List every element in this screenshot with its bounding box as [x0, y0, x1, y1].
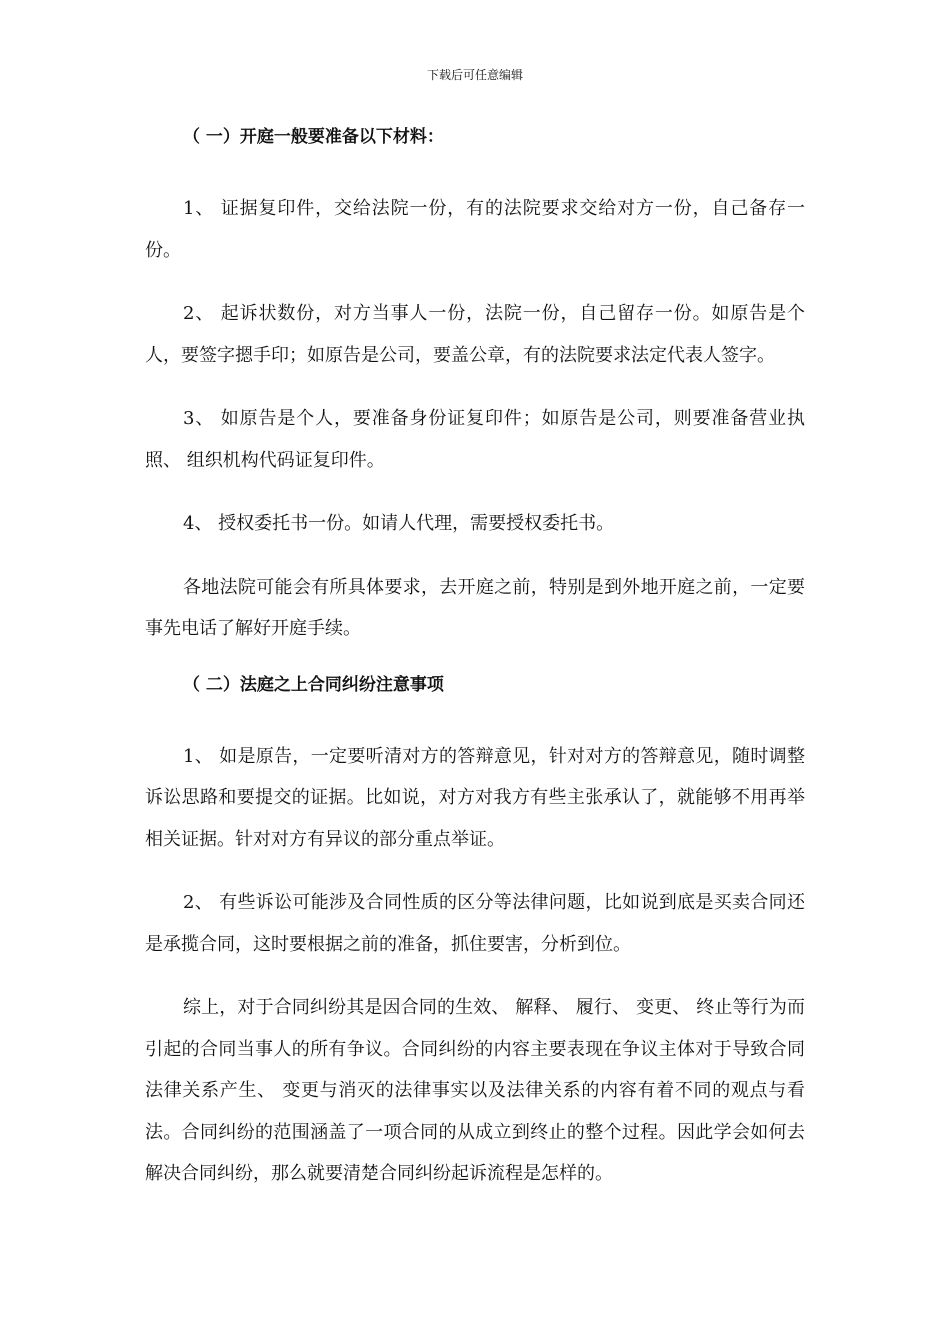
section-heading-1: （ 一）开庭一般要准备以下材料：	[183, 127, 444, 147]
paragraph-summary: 综上，对于合同纠纷其是因合同的生效、 解释、 履行、 变更、 终止等行为而引起的合同当事人的所有争议。合同纠纷的内容主要表现在争议主体对于导致合同法律关系产生、 变更与消灭的法律事实以及法律关系的内容有着不同的观点与看法。合同纠纷的范围涵盖了一项合同的从成立到终止的整个过程。因此学会如何去解决合同纠纷，那么就要清楚合同纠纷起诉流程是怎样的。	[145, 997, 805, 1184]
paragraph-item-2: 2、 起诉状数份，对方当事人一份，法院一份，自己留存一份。如原告是个人，要签字摁手印；如原告是公司，要盖公章，有的法院要求法定代表人签字。	[145, 303, 805, 366]
paragraph-note: 各地法院可能会有所具体要求，去开庭之前，特别是到外地开庭之前，一定要事先电话了解好开庭手续。	[145, 576, 805, 639]
paragraph-item-4: 4、 授权委托书一份。如请人代理，需要授权委托书。	[183, 513, 615, 534]
section-heading-2: （ 二）法庭之上合同纠纷注意事项	[183, 674, 444, 695]
paragraph-court-2: 2、 有些诉讼可能涉及合同性质的区分等法律问题，比如说到底是买卖合同还是承揽合同，这时要根据之前的准备，抓住要害，分析到位。	[145, 892, 805, 955]
paragraph-court-1: 1、 如是原告，一定要听清对方的答辩意见，针对对方的答辩意见，随时调整诉讼思路和要提交的证据。比如说，对方对我方有些主张承认了，就能够不用再举相关证据。针对对方有异议的部分重点举证。	[145, 745, 805, 850]
document-body	[145, 124, 805, 1217]
page-header: 下载后可任意编辑	[426, 68, 523, 82]
paragraph-item-3: 3、 如原告是个人，要准备身份证复印件；如原告是公司，则要准备营业执照、 组织机构代码证复印件。	[145, 408, 805, 471]
paragraph-item-1: 1、 证据复印件，交给法院一份，有的法院要求交给对方一份，自己备存一份。	[145, 198, 805, 261]
